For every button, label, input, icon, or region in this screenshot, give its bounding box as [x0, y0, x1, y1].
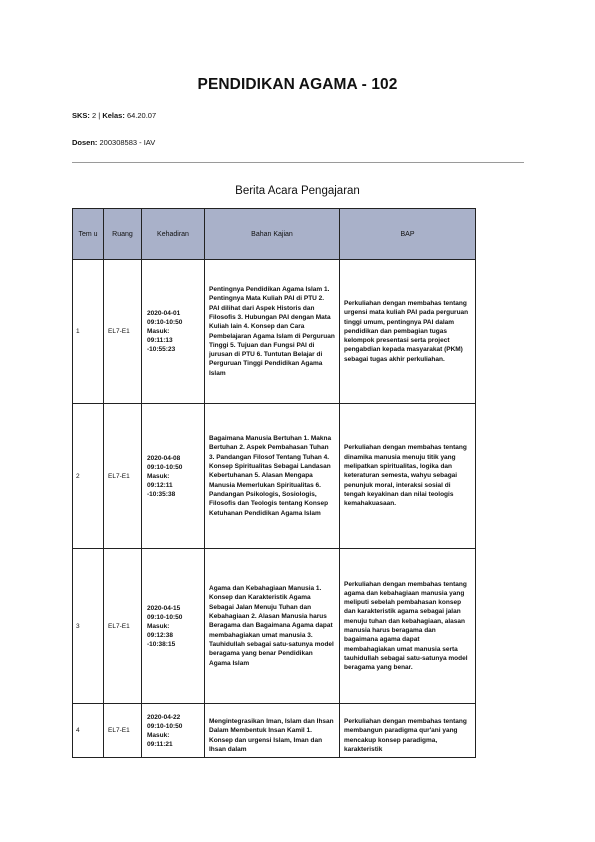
attendance	[142, 260, 205, 404]
study-material: Bagaimana Manusia Bertuhan 1. Makna Bertuhan 2. Aspek Pembahasan Tuhan 3. Pandangan Filosof Tentang Tuhan 4. Konsep Spiritualitas Sebagai Landasan Kebertuhanan 5. Alasan Mengapa Manusia Memerlukan Spiritualitas 6. Pandangan Psikologis, Sosiologis, Filosofis dan Teologis tentang Konsep Ketuhanan Pendidikan Agama Islam	[205, 404, 340, 549]
meeting-number: 1	[73, 260, 104, 404]
masuk-label: Masuk:	[147, 472, 170, 480]
attendance-time: 09:10-10:50	[147, 613, 183, 621]
study-material: Pentingnya Pendidikan Agama Islam 1. Pentingnya Mata Kuliah PAI di PTU 2. PAI dilihat dari Aspek Historis dan Filosofis 3. Hubungan PAI dengan Mata Kuliah lain 4. Konsep dan Cara Pembelajaran Agama Islam di Perguruan Tinggi 5. Tujuan dan Fungsi PAI di jurusan di PTU 6. Tuntutan Belajar di Perguruan Tinggi Pendidikan Agama Islam	[205, 260, 340, 404]
sks-value: 2	[92, 111, 97, 120]
header-ruang: Ruang	[104, 209, 142, 260]
keluar-time: -10:38:15	[147, 640, 176, 648]
divider	[72, 162, 524, 163]
attendance	[142, 704, 205, 758]
sks-label: SKS:	[72, 111, 90, 120]
attendance-date: 2020-04-08	[147, 454, 181, 462]
attendance-date: 2020-04-01	[147, 310, 181, 317]
keluar-time: -10:55:23	[147, 346, 176, 353]
meeting-number: 4	[73, 704, 104, 758]
attendance	[142, 549, 205, 704]
meeting-number: 3	[73, 549, 104, 704]
attendance-time: 09:10-10:50	[147, 463, 183, 471]
document-title: PENDIDIKAN AGAMA - 102	[197, 76, 398, 93]
attendance-time: 09:10-10:50	[147, 722, 183, 730]
header-kehadiran: Kehadiran	[142, 209, 205, 260]
bap-notes: Perkuliahan dengan membahas tentang agama dan kebahagiaan manusia yang meliputi sebelah pembahasan konsep dan karakteristik agama sebagai jalan menuju tuhan dan kebahagiaan, alasan manusia harus beragama dan bagaimana agama dapat membahagiakan umat manusia serta tauhidullah sebagai satu-satunya model beragama yang benar.	[340, 549, 476, 704]
attendance	[142, 404, 205, 549]
dosen-label: Dosen:	[72, 138, 98, 147]
masuk-label: Masuk:	[147, 328, 170, 335]
room: EL7-E1	[104, 260, 142, 404]
kelas-label: Kelas:	[102, 111, 125, 120]
attendance-time: 09:10-10:50	[147, 319, 183, 326]
table-row	[73, 260, 476, 404]
masuk-time: 09:11:21	[147, 740, 173, 748]
teaching-record-table	[72, 208, 476, 758]
masuk-time: 09:12:11	[147, 481, 173, 489]
attendance-date: 2020-04-22	[147, 713, 181, 721]
course-info	[72, 111, 156, 120]
meeting-number: 2	[73, 404, 104, 549]
bap-notes: Perkuliahan dengan membahas tentang urgensi mata kuliah PAI pada perguruan tinggi umum, pentingnya PAI dalam pendidikan dan pembagian tugas kelompok presentasi serta project pengabdian kepada masyarakat (PKM) sebagai tugas akhir perkuliahan.	[340, 260, 476, 404]
header-bahan-kajian: Bahan Kajian	[205, 209, 340, 260]
masuk-time: 09:11:13	[147, 337, 173, 344]
masuk-time: 09:12:38	[147, 631, 174, 639]
section-title: Berita Acara Pengajaran	[235, 185, 360, 197]
table-row	[73, 549, 476, 704]
attendance-date: 2020-04-15	[147, 604, 181, 612]
study-material: Agama dan Kebahagiaan Manusia 1. Konsep dan Karakteristik Agama Sebagai Jalan Menuju Tuhan dan Kebahagiaan 2. Alasan Manusia harus Beragama dan Bagaimana Agama dapat membahagiakan umat manusia 3. Tauhidullah sebagai satu-satunya model beragama yang benar Pendidikan Agama Islam	[205, 549, 340, 704]
keluar-time: -10:35:38	[147, 490, 176, 498]
room: EL7-E1	[104, 404, 142, 549]
masuk-label: Masuk:	[147, 622, 170, 630]
lecturer-info	[72, 138, 155, 147]
table-row	[73, 404, 476, 549]
bap-notes: Perkuliahan dengan membahas tentang membangun paradigma qur'ani yang mencakup konsep paradigma, karakteristik	[340, 704, 476, 758]
room: EL7-E1	[104, 549, 142, 704]
header-bap: BAP	[340, 209, 476, 260]
kelas-value: 64.20.07	[126, 111, 157, 120]
masuk-label: Masuk:	[147, 731, 170, 739]
table-row	[73, 704, 476, 758]
room: EL7-E1	[104, 704, 142, 758]
study-material: Mengintegrasikan Iman, Islam dan Ihsan Dalam Membentuk Insan Kamil 1. Konsep dan urgensi Islam, Iman dan Ihsan dalam	[205, 704, 340, 758]
header-temu: Tem u	[73, 209, 104, 260]
separator: |	[98, 111, 101, 120]
table-header-row	[73, 209, 476, 260]
dosen-value: 200308583 - IAV	[99, 138, 156, 147]
bap-notes: Perkuliahan dengan membahas tentang dinamika manusia menuju titik yang melipatkan spiritualitas, logika dan keteraturan semesta, wahyu sebagai penunjuk moral, interaksi sosial di tengah keyakinan dan nilai teologis kemahakuasaan.	[340, 404, 476, 549]
